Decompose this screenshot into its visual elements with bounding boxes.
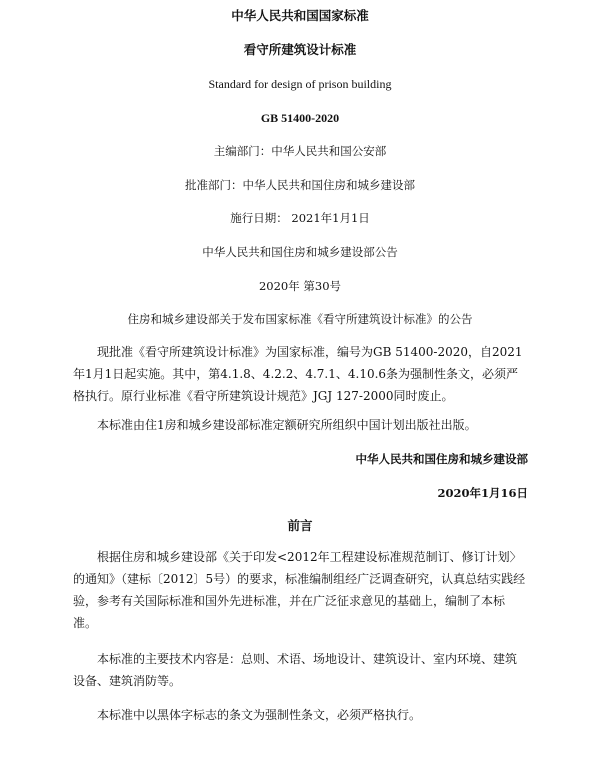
publisher-paragraph xyxy=(73,414,528,436)
standard-code: GB 51400-2020 xyxy=(260,111,340,125)
standard-title-cn: 看守所建筑设计标准 xyxy=(243,42,357,57)
announcement-number: 2020年 第30号 xyxy=(258,279,342,293)
approving-department: 批准部门：中华人民共和国住房和城乡建设部 xyxy=(185,178,415,192)
effective-date: 施行日期： 2021年1月1日 xyxy=(230,211,370,225)
announcement-paragraph-text: 现批准《看守所建筑设计标准》为国家标准，编号为GB 51400-2020，自2021年1月1日起实施。其中，第4.1.8、4.2.2、4.7.1、4.10.6条为强制性条文，必须严格执行。原行业标准《看守所建筑设计规范》JGJ 127-2000同时废止。 xyxy=(73,345,523,403)
preface-paragraph-1 xyxy=(73,546,528,634)
announcement-issuer: 中华人民共和国住房和城乡建设部公告 xyxy=(202,245,398,259)
preface-paragraph-3 xyxy=(73,704,528,726)
compiling-department: 主编部门：中华人民共和国公安部 xyxy=(213,144,387,158)
preface-title: 前言 xyxy=(287,518,313,533)
preface-paragraph-3-text: 本标准中以黑体字标志的条文为强制性条文，必须严格执行。 xyxy=(97,708,422,722)
standard-title-en: Standard for design of prison building xyxy=(208,77,392,91)
announcement-paragraph xyxy=(73,341,528,407)
national-standard-label: 中华人民共和国国家标准 xyxy=(231,8,369,23)
announcement-heading: 住房和城乡建设部关于发布国家标准《看守所建筑设计标准》的公告 xyxy=(127,312,473,326)
announcement-date: 2020年1月16日 xyxy=(437,486,528,500)
preface-paragraph-2-text: 本标准的主要技术内容是：总则、术语、场地设计、建筑设计、室内环境、建筑设备、建筑消防等。 xyxy=(73,652,518,688)
announcement-signature: 中华人民共和国住房和城乡建设部 xyxy=(355,452,528,466)
publisher-paragraph-text: 本标准由住1房和城乡建设部标准定额研究所组织中国计划出版社出版。 xyxy=(97,418,477,432)
preface-paragraph-1-text: 根据住房和城乡建设部《关于印发<2012年工程建设标准规范制订、修订计划〉的通知》（建标〔2012〕5号）的要求，标准编制组经广泛调查研究，认真总结实践经验，参考有关国际标准和国外先进标准，并在广泛征求意见的基础上，编制了本标准。 xyxy=(73,550,526,630)
preface-paragraph-2 xyxy=(73,648,528,692)
